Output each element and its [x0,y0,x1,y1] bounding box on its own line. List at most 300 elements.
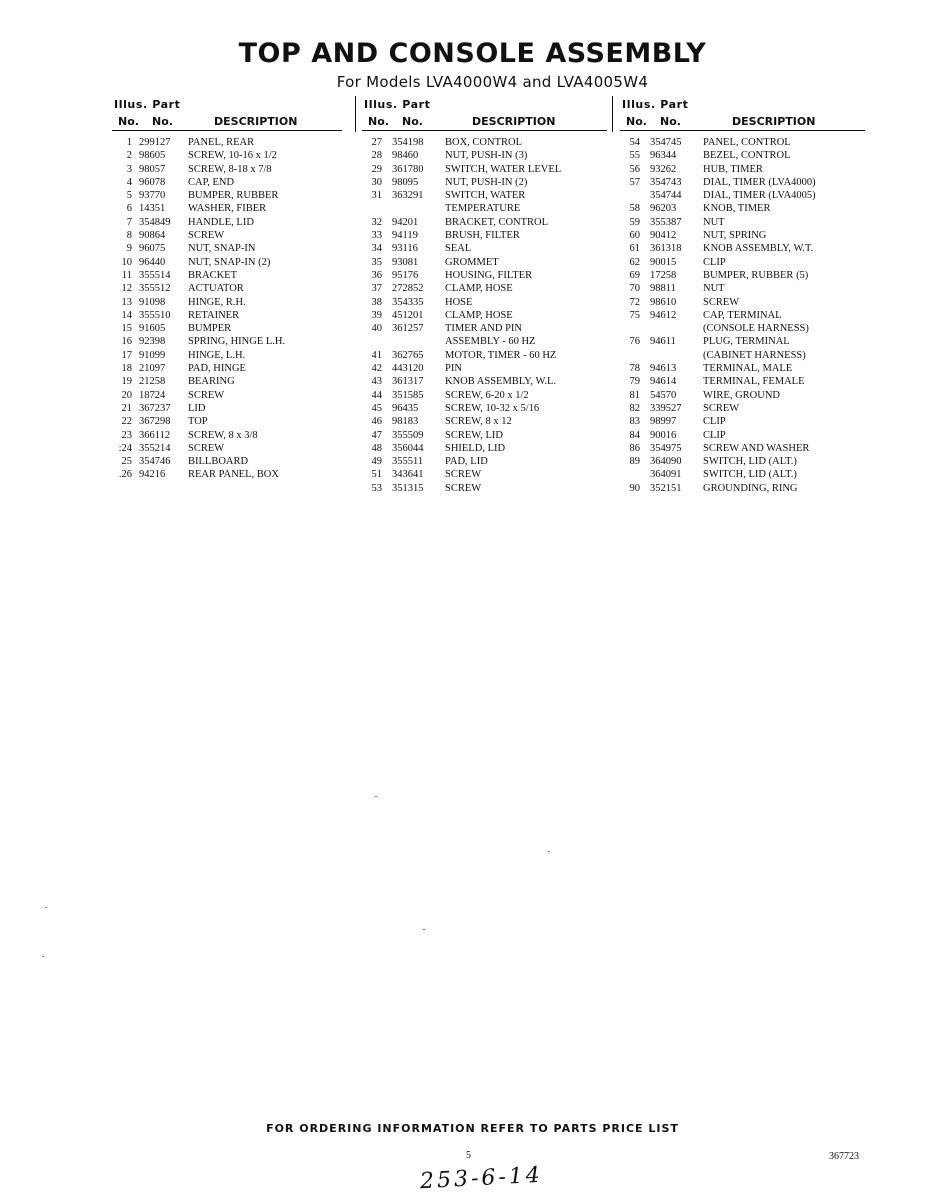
illus-no: 1 [126,137,132,148]
description: SWITCH, WATER [445,190,526,202]
part-no: 272852 [392,283,424,295]
illus-no: 61 [629,243,640,255]
description: KNOB ASSEMBLY, W.L. [445,376,557,388]
illus-no: 47 [371,429,382,441]
part-no: 443120 [392,363,424,375]
illus-no: 86 [629,442,640,454]
description: NUT [703,216,725,228]
description: PAD, HINGE [188,363,246,375]
table-row [362,429,607,442]
part-no: 93262 [650,163,677,175]
description: CLAMP, HOSE [445,283,513,295]
table-row [112,429,342,442]
part-no: 96344 [650,150,677,162]
illus-no: 4 [126,176,132,188]
description: GROUNDING, RING [703,482,798,494]
illus-no: 13 [121,296,132,308]
part-no: 339527 [650,402,682,414]
illus-no: 51 [371,469,382,481]
table-row [620,322,865,335]
illus-no: 43 [371,376,382,388]
table-row [620,468,865,481]
ordering-note: FOR ORDERING INFORMATION REFER TO PARTS PRICE LIST [266,1122,679,1135]
description: NUT, PUSH-IN (2) [445,176,528,188]
description: KNOB, TIMER [703,203,771,215]
part-no: 91099 [139,349,166,361]
description: CLAMP, HOSE [445,309,513,321]
illus-no: .26 [118,469,132,481]
table-row [362,415,607,428]
part-no: 21258 [139,376,166,388]
part-no: 93081 [392,256,419,268]
illus-no: 62 [629,256,640,268]
description: BUMPER [188,323,232,335]
parts-list [620,136,865,495]
illus-no: 69 [629,269,640,281]
illus-no: 44 [371,389,382,401]
part-no: 98183 [392,416,419,428]
illus-no: 42 [371,363,382,375]
illus-no: 90 [629,482,640,494]
part-no: 95176 [392,269,419,281]
description: REAR PANEL, BOX [188,469,279,481]
description: SHIELD, LID [445,442,506,454]
description: SCREW, 8 x 12 [445,416,512,428]
table-row [112,163,342,176]
table-row [112,455,342,468]
part-no: 90864 [139,230,166,242]
description: CLIP [703,256,726,268]
table-row [362,216,607,229]
page-number: 5 [466,1150,471,1161]
part-no: 367298 [139,416,171,428]
part-no: 354743 [650,176,682,188]
column-header [362,96,607,130]
description: SCREW [445,469,482,481]
illus-no: 32 [371,216,382,228]
part-no: 351585 [392,389,424,401]
handwritten-note: 253-6-14 [419,1162,544,1195]
part-no: 355214 [139,442,171,454]
description: SCREW [188,389,225,401]
description: SEAL [445,243,472,255]
description: SCREW [703,402,740,414]
part-no: 96435 [392,402,419,414]
description: BUMPER, RUBBER [188,190,279,202]
header-illus-part: Illus. Part [364,98,431,111]
illus-no: 58 [629,203,640,215]
header-illus-no: No. [368,115,389,128]
part-no: 361780 [392,163,424,175]
table-row [112,375,342,388]
table-row [362,242,607,255]
part-no: 94119 [392,230,418,242]
illus-no: 11 [121,269,132,281]
part-no: 355511 [392,456,424,468]
header-illus-part: Illus. Part [622,98,689,111]
table-row [362,296,607,309]
table-row [362,322,607,335]
column-header [620,96,865,130]
part-no: 91098 [139,296,166,308]
illus-no: 40 [371,323,382,335]
table-row [362,309,607,322]
table-row [362,176,607,189]
illus-no: 34 [371,243,382,255]
illus-no: 48 [371,442,382,454]
table-row [362,482,607,495]
illus-no: 22 [121,416,132,428]
table-row [112,362,342,375]
illus-no: 29 [371,163,382,175]
description: SCREW, 10-16 x 1/2 [188,150,277,162]
table-row [620,216,865,229]
part-no: 98605 [139,150,166,162]
table-row [362,375,607,388]
part-no: 98460 [392,150,419,162]
table-row [620,335,865,348]
part-no: 18724 [139,389,166,401]
illus-no: 54 [629,137,640,148]
table-row [620,415,865,428]
document-number: 367723 [829,1151,859,1162]
table-row [620,189,865,202]
part-no: 364091 [650,469,682,481]
part-no: 94613 [650,363,677,375]
description: WIRE, GROUND [703,389,780,401]
description: SCREW, 8-18 x 7/8 [188,163,272,175]
table-row [112,242,342,255]
illus-no: 23 [121,429,132,441]
description: ASSEMBLY - 60 HZ [445,336,536,348]
header-illus-part: Illus. Part [114,98,181,111]
part-no: 94612 [650,309,677,321]
description: (CABINET HARNESS) [703,349,806,361]
description: BRACKET [188,269,238,281]
table-row [112,468,342,481]
part-no: 21097 [139,363,166,375]
description: PLUG, TERMINAL [703,336,790,348]
description: DIAL, TIMER (LVA4000) [703,176,816,188]
part-no: 361318 [650,243,682,255]
part-no: 54570 [650,389,677,401]
part-no: 299127 [139,137,171,148]
table-row [620,349,865,362]
header-description: DESCRIPTION [472,115,556,128]
illus-no: 89 [629,456,640,468]
illus-no: 83 [629,416,640,428]
description: TOP [188,416,208,428]
description: TERMINAL, MALE [703,363,793,375]
table-row [620,389,865,402]
description: BEZEL, CONTROL [703,150,791,162]
part-no: 93770 [139,190,166,202]
part-no: 354746 [139,456,171,468]
scan-speck [548,851,550,852]
description: SCREW [188,230,225,242]
description: SPRING, HINGE L.H. [188,336,286,348]
illus-no: 37 [371,283,382,295]
description: DIAL, TIMER (LVA4005) [703,190,816,202]
illus-no: 12 [121,283,132,295]
table-row [362,163,607,176]
illus-no: 59 [629,216,640,228]
part-no: 361257 [392,323,424,335]
table-row [362,189,607,202]
header-rule [112,130,342,131]
description: NUT, SNAP-IN (2) [188,256,271,268]
part-no: 361317 [392,376,424,388]
header-description: DESCRIPTION [214,115,298,128]
table-row [112,282,342,295]
description: BUMPER, RUBBER (5) [703,269,809,281]
part-no: 451201 [392,309,424,321]
table-row [112,389,342,402]
part-no: 351315 [392,482,424,494]
description: SCREW [445,482,482,494]
table-row [620,375,865,388]
parts-column-2 [362,96,607,495]
part-no: 355509 [392,429,424,441]
illus-no: 60 [629,230,640,242]
illus-no: 25 [121,456,132,468]
illus-no: :24 [118,442,132,454]
description: WASHER, FIBER [188,203,267,215]
table-row [620,136,865,149]
illus-no: 28 [371,150,382,162]
illus-no: 30 [371,176,382,188]
part-no: 352151 [650,482,682,494]
table-row [112,296,342,309]
table-row [362,402,607,415]
part-no: 354335 [392,296,424,308]
scan-speck [42,956,44,957]
part-no: 96078 [139,176,166,188]
part-no: 91605 [139,323,166,335]
part-no: 354744 [650,190,682,202]
description: RETAINER [188,309,240,321]
table-row [112,229,342,242]
illus-no: 33 [371,230,382,242]
part-no: 96075 [139,243,166,255]
scan-speck [45,907,47,908]
illus-no: 56 [629,163,640,175]
description: CLIP [703,416,726,428]
table-row [112,402,342,415]
illus-no: 8 [126,230,132,242]
illus-no: 27 [371,137,382,148]
illus-no: 49 [371,456,382,468]
table-row [620,256,865,269]
table-row [362,282,607,295]
table-row [362,349,607,362]
illus-no: 53 [371,482,382,494]
header-rule [362,130,607,131]
description: HUB, TIMER [703,163,763,175]
table-row [112,189,342,202]
description: SCREW AND WASHER [703,442,810,454]
illus-no: 75 [629,309,640,321]
description: SCREW, 6-20 x 1/2 [445,389,529,401]
table-row [112,256,342,269]
table-row [620,282,865,295]
description: CLIP [703,429,726,441]
table-row [362,269,607,282]
illus-no: 84 [629,429,640,441]
header-part-no: No. [402,115,423,128]
scan-speck [423,929,425,930]
description: SCREW, LID [445,429,503,441]
description: TEMPERATURE [445,203,521,215]
illus-no: 36 [371,269,382,281]
description: SCREW [703,296,740,308]
parts-list [362,136,607,495]
table-row [362,136,607,149]
illus-no: 5 [126,190,132,202]
table-row [620,229,865,242]
description: PANEL, CONTROL [703,137,791,148]
description: SWITCH, LID (ALT.) [703,469,797,481]
part-no: 355510 [139,309,171,321]
description: TIMER AND PIN [445,323,523,335]
table-row [620,482,865,495]
table-row [362,335,607,348]
part-no: 94611 [650,336,676,348]
illus-no: 78 [629,363,640,375]
description: BOX, CONTROL [445,137,523,148]
description: BEARING [188,376,235,388]
part-no: 343641 [392,469,424,481]
table-row [620,202,865,215]
illus-no: 35 [371,256,382,268]
part-no: 14351 [139,203,166,215]
illus-no: 76 [629,336,640,348]
table-row [112,149,342,162]
part-no: 96440 [139,256,166,268]
part-no: 362765 [392,349,424,361]
table-row [362,202,607,215]
table-row [112,176,342,189]
column-header [112,96,342,130]
description: ACTUATOR [188,283,244,295]
table-row [112,269,342,282]
description: BRACKET, CONTROL [445,216,549,228]
part-no: 96203 [650,203,677,215]
header-part-no: No. [660,115,681,128]
table-row [620,309,865,322]
table-row [112,309,342,322]
header-part-no: No. [152,115,173,128]
column-divider [355,96,356,132]
part-no: 94201 [392,216,419,228]
header-description: DESCRIPTION [732,115,816,128]
illus-no: 14 [121,309,132,321]
illus-no: 39 [371,309,382,321]
description: HINGE, L.H. [188,349,246,361]
header-illus-no: No. [118,115,139,128]
description: HOUSING, FILTER [445,269,533,281]
illus-no: 38 [371,296,382,308]
description: HANDLE, LID [188,216,254,228]
part-no: 94216 [139,469,166,481]
table-row [620,455,865,468]
table-row [362,442,607,455]
illus-no: 21 [121,402,132,414]
part-no: 363291 [392,190,424,202]
illus-no: 46 [371,416,382,428]
part-no: 367237 [139,402,171,414]
part-no: 354198 [392,137,424,148]
description: PAD, LID [445,456,488,468]
description: CAP, TERMINAL [703,309,782,321]
description: SCREW, 10-32 x 5/16 [445,402,540,414]
part-no: 98095 [392,176,419,188]
illus-no: 70 [629,283,640,295]
part-no: 364090 [650,456,682,468]
description: KNOB ASSEMBLY, W.T. [703,243,814,255]
part-no: 355387 [650,216,682,228]
illus-no: 82 [629,402,640,414]
illus-no: 20 [121,389,132,401]
part-no: 354975 [650,442,682,454]
description: PANEL, REAR [188,137,255,148]
part-no: 90015 [650,256,677,268]
table-row [620,176,865,189]
illus-no: 10 [121,256,132,268]
description: SWITCH, WATER LEVEL [445,163,562,175]
illus-no: 81 [629,389,640,401]
description: GROMMET [445,256,499,268]
page-title: TOP AND CONSOLE ASSEMBLY [238,38,707,69]
page-subtitle: For Models LVA4000W4 and LVA4005W4 [336,73,649,91]
table-row [620,402,865,415]
part-no: 92398 [139,336,166,348]
illus-no: 31 [371,190,382,202]
table-row [620,429,865,442]
description: SCREW, 8 x 3/8 [188,429,258,441]
table-row [362,229,607,242]
column-divider [612,96,613,132]
header-rule [620,130,865,131]
table-row [620,296,865,309]
table-row [112,322,342,335]
table-row [112,415,342,428]
part-no: 94614 [650,376,677,388]
illus-no: 6 [126,203,132,215]
description: SWITCH, LID (ALT.) [703,456,797,468]
illus-no: 7 [126,216,132,228]
part-no: 356044 [392,442,424,454]
description: TERMINAL, FEMALE [703,376,805,388]
description: NUT [703,283,725,295]
part-no: 98811 [650,283,676,295]
illus-no: 72 [629,296,640,308]
description: MOTOR, TIMER - 60 HZ [445,349,557,361]
description: NUT, SNAP-IN [188,243,256,255]
table-row [620,362,865,375]
table-row [620,149,865,162]
illus-no: 18 [121,363,132,375]
description: NUT, PUSH-IN (3) [445,150,528,162]
parts-column-1 [112,96,342,482]
table-row [112,349,342,362]
illus-no: 15 [121,323,132,335]
part-no: 98997 [650,416,677,428]
part-no: 354745 [650,137,682,148]
description: BILLBOARD [188,456,249,468]
table-row [362,468,607,481]
parts-list [112,136,342,482]
